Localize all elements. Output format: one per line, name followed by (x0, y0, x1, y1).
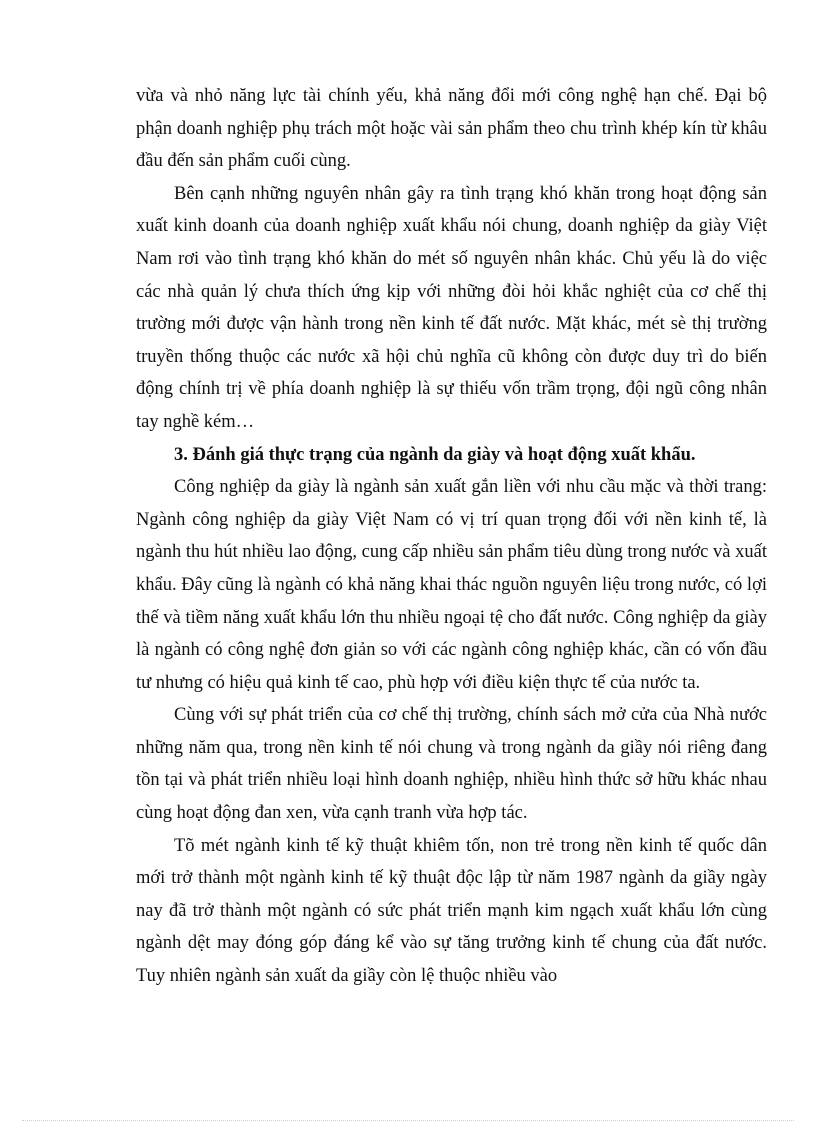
page-bottom-rule (22, 1120, 794, 1121)
paragraph-1: vừa và nhỏ năng lực tài chính yếu, khả năng đổi mới công nghệ hạn chế. Đại bộ phận doanh nghiệp phụ trách một hoặc vài sản phẩm theo chu trình khép kín từ khâu đầu đến sản phẩm cuối cùng. (136, 86, 767, 172)
paragraph-2: Bên cạnh những nguyên nhân gây ra tình trạng khó khăn trong hoạt động sản xuất kinh doanh của doanh nghiệp xuất khẩu nói chung, doanh nghiệp da giày Việt Nam rơi vào tình trạng khó khăn do mét số nguyên nhân khác. Chủ yếu là do việc các nhà quản lý chưa thích ứng kịp với những đòi hỏi khắc nghiệt của cơ chế thị trường mới được vận hành trong nền kinh tế đất nước. Mặt khác, mét sè thị trường truyền thống thuộc các nước xã hội chủ nghĩa cũ không còn được duy trì do biến động chính trị về phía doanh nghiệp là sự thiếu vốn trầm trọng, đội ngũ công nhân tay nghề kém… (136, 183, 767, 432)
section-heading: 3. Đánh giá thực trạng của ngành da giày và hoạt động xuất khẩu. (174, 444, 696, 465)
paragraph-5: Tõ mét ngành kinh tế kỹ thuật khiêm tốn, non trẻ trong nền kinh tế quốc dân mới trở thành một ngành kinh tế kỹ thuật độc lập từ năm 1987 ngành da giầy ngày nay đã trở thành một ngành có sức phát triển mạnh kim ngạch xuất khẩu lớn cùng ngành dệt may đóng góp đáng kể vào sự tăng trưởng kinh tế chung của đất nước. Tuy nhiên ngành sản xuất da giầy còn lệ thuộc nhiều vào (136, 835, 767, 987)
document-body (136, 80, 767, 993)
paragraph-4: Cùng với sự phát triển của cơ chế thị trường, chính sách mở cửa của Nhà nước những năm qua, trong nền kinh tế nói chung và trong ngành da giầy nói riêng đang tồn tại và phát triển nhiều loại hình doanh nghiệp, nhiều hình thức sở hữu khác nhau cùng hoạt động đan xen, vừa cạnh tranh vừa hợp tác. (136, 705, 767, 824)
paragraph-3: Công nghiệp da giày là ngành sản xuất gắn liền với nhu cầu mặc và thời trang: Ngành công nghiệp da giày Việt Nam có vị trí quan trọng đối với nền kinh tế, là ngành thu hút nhiều lao động, cung cấp nhiều sản phẩm tiêu dùng trong nước và xuất khẩu. Đây cũng là ngành có khả năng khai thác nguồn nguyên liệu trong nước, có lợi thế và tiềm năng xuất khẩu lớn thu nhiều ngoại tệ cho đất nước. Công nghiệp da giày là ngành có công nghệ đơn giản so với các ngành công nghiệp khác, cần có vốn đầu tư nhưng có hiệu quả kinh tế cao, phù hợp với điều kiện thực tế của nước ta. (136, 477, 767, 693)
